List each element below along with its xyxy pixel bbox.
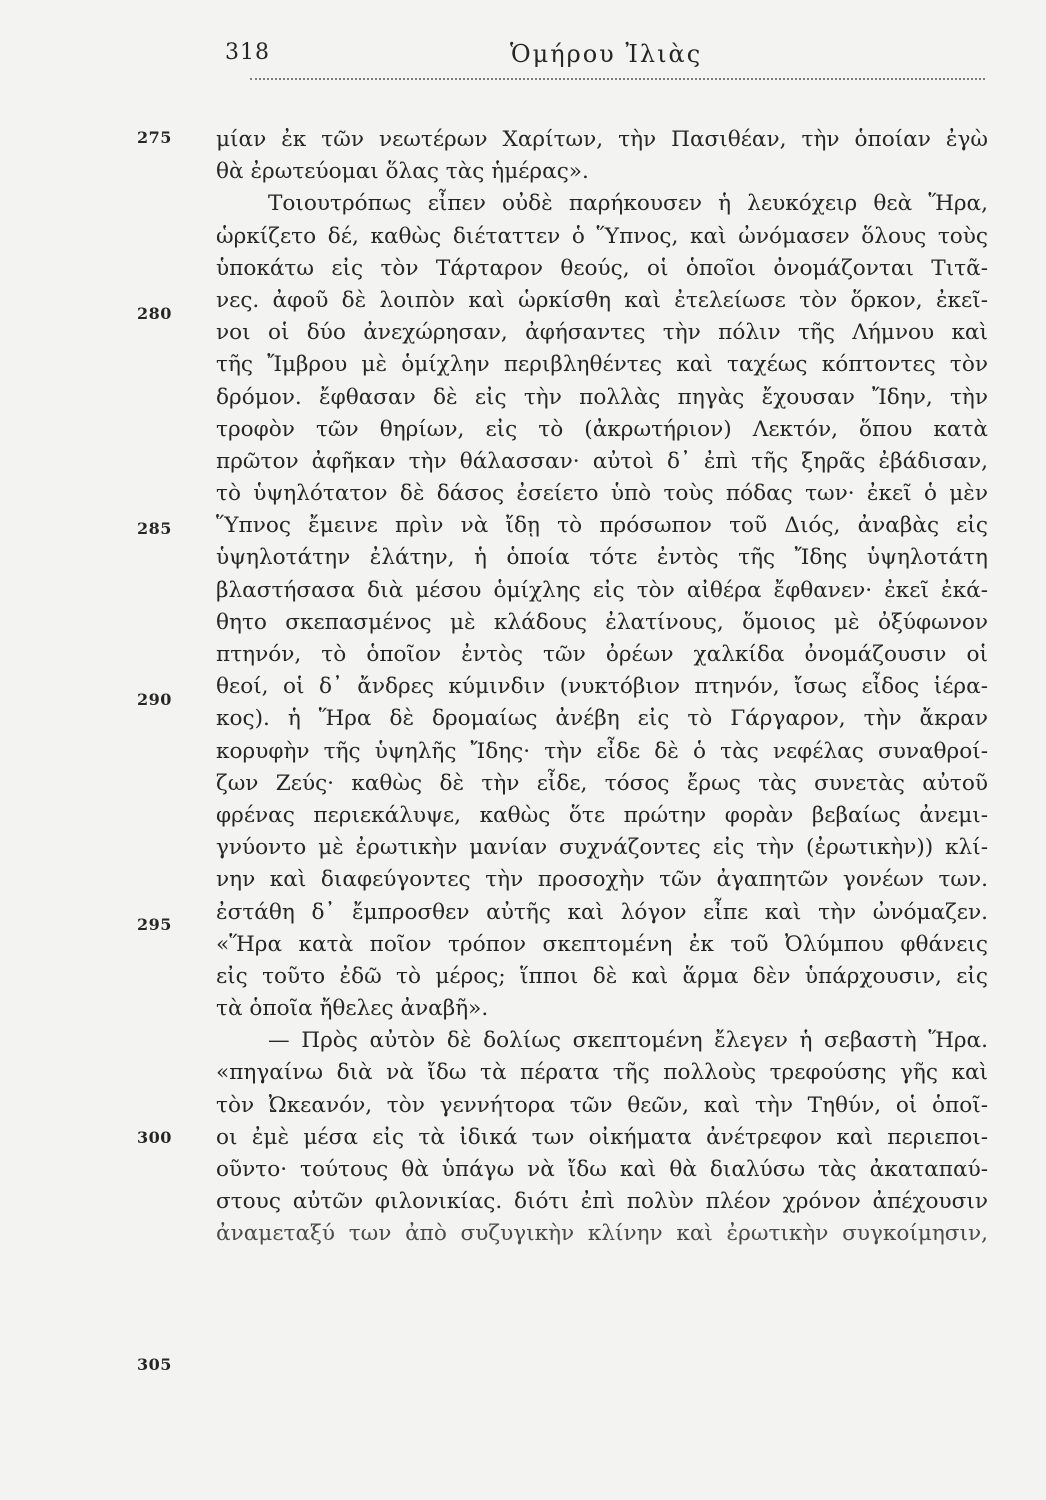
text-line: τῆς Ἴμβρου μὲ ὁμίχλην περιβληθέντες καὶ ταχέως κόπτοντες τὸν xyxy=(216,352,988,378)
line-number-280: 280 xyxy=(137,304,172,323)
text-line: φρένας περιεκάλυψε, καθὼς ὅτε πρώτην φορὰν βεβαίως ἀνεμι- xyxy=(216,802,988,828)
text-line: οι ἐμὲ μέσα εἰς τὰ ἰδικά των οἰκήματα ἀνέτρεφον καὶ περιεποι- xyxy=(216,1124,988,1150)
text-line: «Ἥρα κατὰ ποῖον τρόπον σκεπτομένη ἐκ τοῦ Ὀλύμπου φθάνεις xyxy=(216,931,988,957)
text-line: ἀναμεταξύ των ἀπὸ συζυγικὴν κλίνην καὶ ἐρωτικὴν συγκοίμησιν, xyxy=(216,1221,988,1247)
line-number-305: 305 xyxy=(137,1355,172,1374)
text-line: ἐστάθη δ᾽ ἔμπροσθεν αὐτῆς καὶ λόγον εἶπε καὶ τὴν ὠνόμαζεν. xyxy=(216,899,988,925)
text-line: ὑποκάτω εἰς τὸν Τάρταρον θεούς, οἱ ὁποῖοι ὀνομάζονται Τιτᾶ- xyxy=(216,255,988,281)
text-line: κος). ἡ Ἥρα δὲ δρομαίως ἀνέβη εἰς τὸ Γάργαρον, τὴν ἄκραν xyxy=(216,706,988,732)
line-number-290: 290 xyxy=(137,690,172,709)
line-number-275: 275 xyxy=(137,128,172,147)
page-header xyxy=(225,40,985,74)
text-line: τὸν Ὠκεανόν, τὸν γεννήτορα τῶν θεῶν, καὶ τὴν Τηθύν, οἱ ὁποῖ- xyxy=(216,1092,988,1118)
header-rule xyxy=(250,78,985,81)
text-line: πτηνόν, τὸ ὁποῖον ἐντὸς τῶν ὀρέων χαλκίδα ὀνομάζουσιν οἱ xyxy=(216,642,988,667)
text-line: Ὕπνος ἔμεινε πρὶν νὰ ἴδῃ τὸ πρόσωπον τοῦ Διός, ἀναβὰς εἰς xyxy=(216,513,988,539)
text-line: εἰς τοῦτο ἐδῶ τὸ μέρος; ἵπποι δὲ καὶ ἅρμα δὲν ὑπάρχουσιν, εἰς xyxy=(216,963,988,989)
text-line: — Πρὸς αὐτὸν δὲ δολίως σκεπτομένη ἔλεγεν ἡ σεβαστὴ Ἥρα. xyxy=(268,1028,988,1054)
line-number-285: 285 xyxy=(137,519,172,538)
line-number-300: 300 xyxy=(137,1128,172,1147)
text-line: τροφὸν τῶν θηρίων, εἰς τὸ (ἀκρωτήριον) Λεκτόν, ὅπου κατὰ xyxy=(216,416,988,442)
text-line: θητο σκεπασμένος μὲ κλάδους ἐλατίνους, ὅμοιος μὲ ὀξύφωνον xyxy=(216,609,988,635)
text-line: τὰ ὁποῖα ἤθελες ἀναβῆ». xyxy=(216,996,489,1022)
text-line: ὡρκίζετο δέ, καθὼς διέταττεν ὁ Ὕπνος, καὶ ὠνόμασεν ὅλους τοὺς xyxy=(216,223,988,249)
line-number-295: 295 xyxy=(137,915,172,934)
text-line: βλαστήσασα διὰ μέσου ὁμίχλης εἰς τὸν αἰθέρα ἔφθανεν· ἐκεῖ ἐκά- xyxy=(216,577,988,603)
text-line: νοι οἱ δύο ἀνεχώρησαν, ἀφήσαντες τὴν πόλιν τῆς Λήμνου καὶ xyxy=(216,320,988,346)
text-line: θὰ ἐρωτεύομαι ὅλας τὰς ἡμέρας». xyxy=(216,159,589,185)
text-line: «πηγαίνω διὰ νὰ ἴδω τὰ πέρατα τῆς πολλοὺς τρεφούσης γῆς καὶ xyxy=(216,1060,988,1086)
text-line: ὑψηλοτάτην ἐλάτην, ἡ ὁποία τότε ἐντὸς τῆς Ἴδης ὑψηλοτάτη xyxy=(216,545,988,571)
text-line: οῦντο· τούτους θὰ ὑπάγω νὰ ἴδω καὶ θὰ διαλύσω τὰς ἀκαταπαύ- xyxy=(216,1157,988,1182)
running-title: Ὁμήρου Ἰλιὰς xyxy=(510,40,703,68)
text-line: ζων Ζεύς· καθὼς δὲ τὴν εἶδε, τόσος ἔρως τὰς συνετὰς αὐτοῦ xyxy=(216,770,988,796)
page-number: 318 xyxy=(225,40,270,65)
text-line: νην καὶ διαφεύγοντες τὴν προσοχὴν τῶν ἀγαπητῶν γονέων των. xyxy=(216,867,988,893)
text-line: μίαν ἐκ τῶν νεωτέρων Χαρίτων, τὴν Πασιθέαν, τὴν ὁποίαν ἐγὼ xyxy=(216,127,988,152)
text-line: κορυφὴν τῆς ὑψηλῆς Ἴδης· τὴν εἶδε δὲ ὁ τὰς νεφέλας συναθροί- xyxy=(216,738,988,764)
text-line: Τοιουτρόπως εἶπεν οὐδὲ παρήκουσεν ἡ λευκόχειρ θεὰ Ἥρα, xyxy=(268,191,988,217)
text-line: δρόμον. ἔφθασαν δὲ εἰς τὴν πολλὰς πηγὰς ἔχουσαν Ἴδην, τὴν xyxy=(216,384,988,410)
text-line: θεοί, οἱ δ᾽ ἄνδρες κύμινδιν (νυκτόβιον πτηνόν, ἴσως εἶδος ἱέρα- xyxy=(216,674,988,700)
text-line: γνύοντο μὲ ἐρωτικὴν μανίαν συχνάζοντες εἰς τὴν (ἐρωτικὴν)) κλί- xyxy=(216,835,988,861)
body-text xyxy=(216,124,988,1251)
text-line: στους αὐτῶν φιλονικίας. διότι ἐπὶ πολὺν πλέον χρόνον ἀπέχουσιν xyxy=(216,1189,988,1215)
text-line: νες. ἀφοῦ δὲ λοιπὸν καὶ ὡρκίσθη καὶ ἐτελείωσε τὸν ὅρκον, ἐκεῖ- xyxy=(216,287,988,313)
text-line: τὸ ὑψηλότατον δὲ δάσος ἐσείετο ὑπὸ τοὺς πόδας των· ἐκεῖ ὁ μὲν xyxy=(216,481,988,507)
text-line: πρῶτον ἀφῆκαν τὴν θάλασσαν· αὐτοὶ δ᾽ ἐπὶ τῆς ξηρᾶς ἐβάδισαν, xyxy=(216,448,988,474)
